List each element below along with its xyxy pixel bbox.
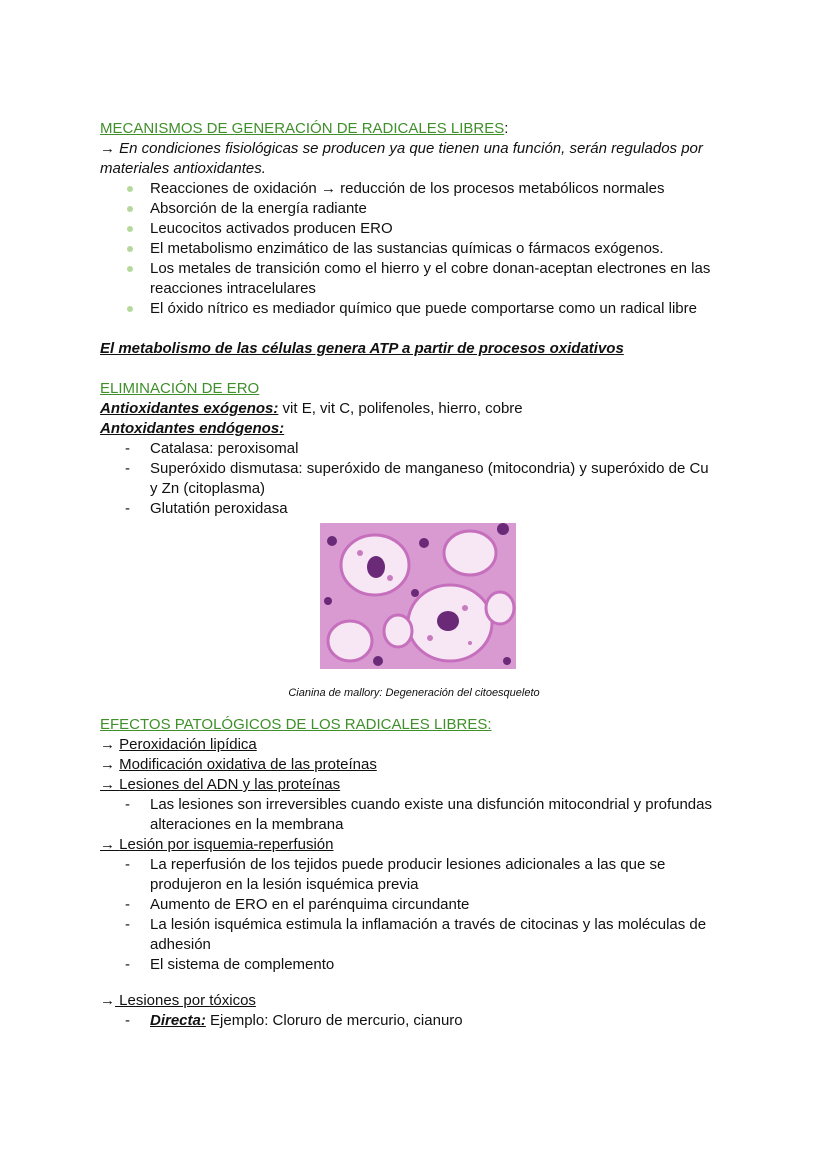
list-item: El metabolismo enzimático de las sustancias químicas o fármacos exógenos. bbox=[100, 239, 730, 259]
histology-image bbox=[320, 523, 516, 669]
effect-toxic: → Lesiones por tóxicos bbox=[100, 992, 256, 1009]
section-heading-mechanisms: MECANISMOS DE GENERACIÓN DE RADICALES LIBRES: bbox=[100, 120, 509, 137]
figure-caption: Cianina de mallory: Degeneración del citoesqueleto bbox=[288, 687, 540, 699]
endogenous-label: Antoxidantes endógenos: bbox=[100, 420, 285, 437]
list-item: - Glutatión peroxidasa bbox=[125, 500, 288, 517]
list-item: - El sistema de complemento bbox=[125, 956, 335, 973]
key-statement: El metabolismo de las células genera ATP a partir de procesos oxidativos bbox=[100, 340, 624, 357]
list-item-continuation: produjeron en la lesión isquémica previa bbox=[150, 876, 419, 893]
effect-ischemia: → Lesión por isquemia-reperfusión bbox=[100, 836, 334, 853]
mechanisms-list bbox=[100, 179, 730, 319]
list-item: - Aumento de ERO en el parénquima circundante bbox=[125, 896, 470, 913]
list-item-continuation: adhesión bbox=[150, 936, 211, 953]
histology-image-drawing bbox=[320, 523, 516, 669]
effect-protein: → Modificación oxidativa de las proteínas bbox=[100, 756, 377, 773]
effect-lipid: → Peroxidación lipídica bbox=[100, 736, 257, 753]
endogenous-list bbox=[100, 439, 730, 519]
list-item: El óxido nítrico es mediador químico que puede comportarse como un radical libre bbox=[100, 299, 730, 319]
list-item-continuation: alteraciones en la membrana bbox=[150, 816, 344, 833]
list-item: - Directa: Ejemplo: Cloruro de mercurio, cianuro bbox=[125, 1012, 463, 1029]
list-item: Los metales de transición como el hierro y el cobre donan-aceptan electrones en las bbox=[100, 259, 730, 279]
list-item: Reacciones de oxidación → reducción de los procesos metabólicos normales bbox=[100, 179, 730, 199]
section-heading-effects: EFECTOS PATOLÓGICOS DE LOS RADICALES LIBRES: bbox=[100, 716, 492, 733]
toxic-list bbox=[100, 1011, 730, 1031]
list-item: - La lesión isquémica estimula la inflamación a través de citocinas y las moléculas de bbox=[125, 916, 707, 933]
section-heading-elimination: ELIMINACIÓN DE ERO bbox=[100, 380, 260, 397]
list-item: - Las lesiones son irreversibles cuando existe una disfunción mitocondrial y profundas bbox=[125, 796, 712, 813]
list-item: Absorción de la energía radiante bbox=[100, 199, 730, 219]
intro-text: materiales antioxidantes. bbox=[100, 160, 266, 177]
list-item: - La reperfusión de los tejidos puede producir lesiones adicionales a las que se bbox=[125, 856, 666, 873]
exogenous-line: Antioxidantes exógenos: vit E, vit C, polifenoles, hierro, cobre bbox=[100, 400, 523, 417]
document-page bbox=[100, 119, 730, 1031]
list-item: - Superóxido dismutasa: superóxido de manganeso (mitocondria) y superóxido de Cu bbox=[125, 460, 709, 477]
adn-list bbox=[100, 795, 730, 835]
list-item: - Catalasa: peroxisomal bbox=[125, 440, 299, 457]
list-item-continuation: reacciones intracelulares bbox=[150, 280, 316, 297]
ischemia-list bbox=[100, 855, 730, 975]
list-item: Leucocitos activados producen ERO bbox=[100, 219, 730, 239]
list-item-continuation: y Zn (citoplasma) bbox=[150, 480, 266, 497]
effect-adn: → Lesiones del ADN y las proteínas bbox=[100, 776, 341, 793]
intro-text: → En condiciones fisiológicas se producen ya que tienen una función, serán regulados por bbox=[100, 140, 703, 157]
